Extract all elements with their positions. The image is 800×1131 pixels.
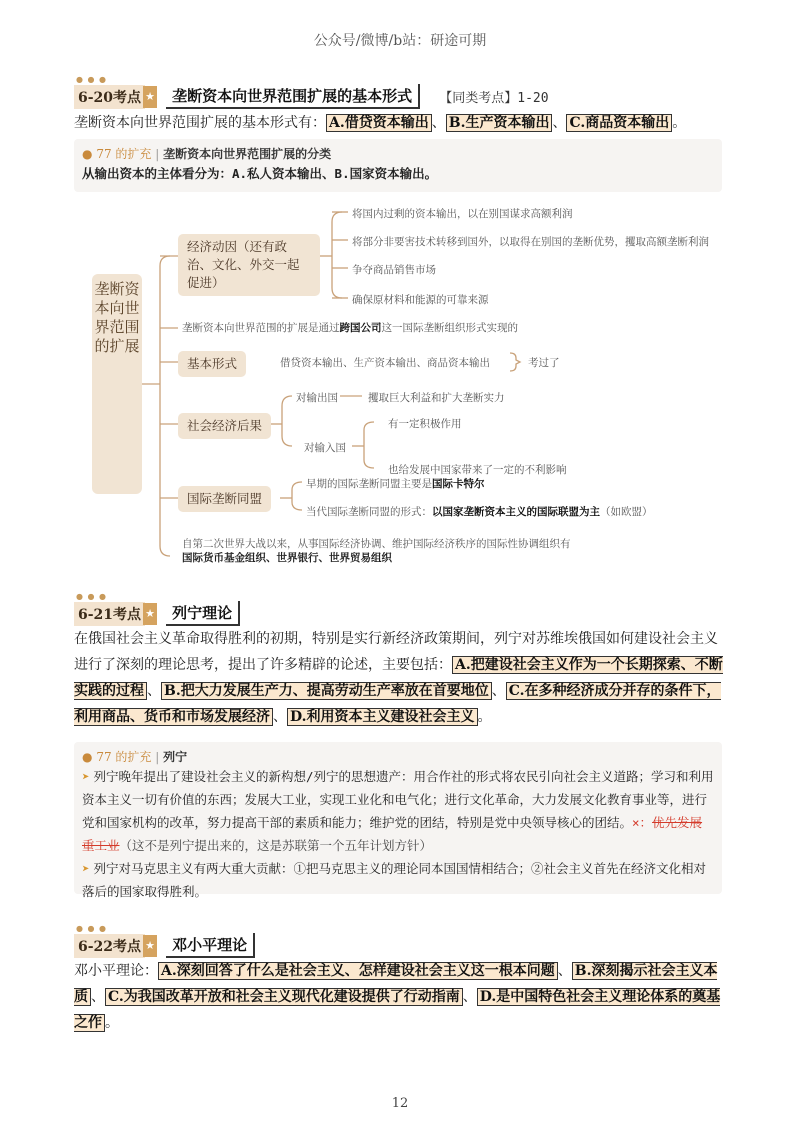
- highlight-option: B.生产资本输出: [446, 114, 553, 132]
- arrow-bullet-icon: ➤: [82, 769, 90, 784]
- extension-title: 列宁: [163, 750, 188, 764]
- alliance-modern: 当代国际垄断同盟的形式：以国家垄断资本主义的国际联盟为主（如欧盟）: [306, 506, 653, 518]
- section-title: 邓小平理论: [166, 933, 255, 958]
- postwar-line: 自第二次世界大战以来，从事国际经济协调、维护国际经济秩序的国际性协调组织有: [182, 538, 571, 550]
- to-exporter-label: 对输出国: [296, 392, 338, 404]
- highlight-option: C.在多种经济成分并存的条件下，利用商品、货币和市场发展经济: [74, 683, 721, 725]
- to-exporter-item: 攫取巨大利益和扩大垄断实力: [368, 392, 505, 404]
- highlight-option: B.把大力发展生产力、提高劳动生产率放在首要地位: [161, 682, 492, 700]
- highlight-option: D.利用资本主义建设社会主义: [287, 708, 478, 726]
- extension-title: 垄断资本向世界范围扩展的分类: [163, 147, 332, 161]
- extension-box-head: ● 77 的扩充 | 垄断资本向世界范围扩展的分类: [82, 147, 332, 161]
- to-importer-item: 也给发展中国家带来了一定的不利影响: [388, 464, 567, 476]
- wrong-mark: ×：: [632, 815, 653, 830]
- highlight-option: D.是中国特色社会主义理论体系的奠基之作: [74, 989, 721, 1031]
- paragraph-lenin: 在俄国社会主义革命取得胜利的初期，特别是实行新经济政策期间，列宁对苏维埃俄国如何建设社会主义进行了深刻的理论思考，提出了许多精辟的论述，主要包括： A.把建设社会主义作为一个长期探索、不断实践的过程 、 B.把大力发展生产力、提高劳动生产率放在首要地位 、 C.在多种经济成分并存的条件下，利用商品、货币和市场发展经济 、 D.利用资本主义建设社会主义 。: [74, 631, 723, 725]
- star-icon: ★: [143, 86, 157, 108]
- section-heading-6-21: [74, 592, 240, 626]
- highlight-option: A.借贷资本输出: [326, 114, 432, 132]
- star-icon: ★: [143, 935, 157, 957]
- lightbulb-icon: ●: [82, 147, 93, 161]
- wrong-item: 优先发展重工业: [82, 815, 703, 853]
- decor-dots-icon: ● ● ●: [76, 592, 108, 601]
- section-code: 6-22考点: [74, 934, 145, 958]
- node-economic-motive: 经济动因（还有政治、文化、外交一起促进）: [178, 234, 320, 296]
- arrow-bullet-icon: ➤: [82, 861, 90, 876]
- extension-badge: 77 的扩充: [96, 750, 152, 764]
- section-title: 垄断资本向世界范围扩展的基本形式: [166, 84, 420, 109]
- lightbulb-icon: ●: [82, 750, 93, 764]
- page-header: 公众号/微博/b站：研途可期: [313, 33, 487, 49]
- section-heading-6-22: [74, 924, 255, 958]
- motive-item: 将国内过剩的资本输出，以在别国谋求高额利润: [352, 208, 573, 220]
- mindmap-root: 垄断资本向世界范围的扩展: [92, 274, 142, 494]
- to-importer-item: 有一定积极作用: [388, 418, 462, 430]
- motive-item: 争夺商品销售市场: [352, 264, 436, 276]
- paragraph-basic-forms: 垄断资本向世界范围扩展的基本形式有： A.借贷资本输出 、 B.生产资本输出 、 C.商品资本输出 。: [74, 115, 687, 131]
- section-heading-6-20: [74, 75, 549, 109]
- highlight-option: C.为我国改革开放和社会主义现代化建设提供了行动指南: [105, 988, 463, 1006]
- para-text: 垄断资本向世界范围扩展的基本形式有：: [74, 115, 326, 131]
- para-text: 在俄国社会主义革命取得胜利的初期，特别是实行新经济政策期间，列宁对苏维埃俄国如何建设社会主义进行了深刻的理论思考，提出了许多精辟的论述，主要包括：: [74, 631, 718, 673]
- highlight-option: A.把建设社会主义作为一个长期探索、不断实践的过程: [74, 657, 723, 699]
- paragraph-deng: 邓小平理论： A.深刻回答了什么是社会主义、怎样建设社会主义这一根本问题 、 B.深刻揭示社会主义本质 、 C.为我国改革开放和社会主义现代化建设提供了行动指南 、 D.是中国特色社会主义理论体系的奠基之作 。: [74, 963, 721, 1031]
- page-number: 12: [391, 1096, 409, 1111]
- tested-note: 考过了: [528, 357, 560, 369]
- multinational-text: 垄断资本向世界范围的扩展是通过跨国公司这一国际垄断组织形式实现的: [182, 322, 518, 334]
- star-icon: ★: [143, 603, 157, 625]
- extension-box-2: [74, 742, 722, 899]
- highlight-option: C.商品资本输出: [566, 114, 672, 132]
- section-code: 6-20考点: [74, 85, 145, 109]
- motive-item: 将部分非要害技术转移到国外，以取得在别国的垄断优势，攫取高额垄断利润: [352, 236, 709, 248]
- section-title: 列宁理论: [166, 601, 240, 626]
- node-alliance: 国际垄断同盟: [178, 486, 271, 512]
- postwar-orgs: 国际货币基金组织、世界银行、世界贸易组织: [182, 552, 392, 564]
- to-importer-label: 对输入国: [304, 442, 346, 454]
- same-type-note: 【同类考点】1-20: [439, 91, 549, 106]
- extension-paragraph: ➤ 列宁晚年提出了建设社会主义的新构想/列宁的思想遗产：用合作社的形式将农民引向社会主义道路；学习和利用资本主义一切有价值的东西；发展大工业，实现工业化和电气化；进行文化革命，大力发展文化教育事业等，进行党和国家机构的改革，努力提高干部的素质和能力；维护党的团结，特别是党中央领导核心的团结。×：优先发展重工业（这不是列宁提出来的，这是苏联第一个五年计划方针）: [82, 769, 714, 853]
- extension-paragraph: ➤ 列宁对马克思主义有两大重大贡献：①把马克思主义的理论同本国国情相结合；②社会主义首先在经济文化相对落后的国家取得胜利。: [82, 861, 707, 899]
- mind-map: [70, 196, 730, 566]
- section-code: 6-21考点: [74, 602, 145, 626]
- node-consequence: 社会经济后果: [178, 413, 271, 439]
- para-text: 邓小平理论：: [74, 963, 158, 979]
- basic-form-text: 借贷资本输出、生产资本输出、商品资本输出: [280, 357, 490, 369]
- extension-box-1: [74, 139, 722, 192]
- extension-line: 从输出资本的主体看分为：A.私人资本输出、B.国家资本输出。: [82, 166, 438, 181]
- highlight-option: B.深刻揭示社会主义本质: [74, 963, 718, 1005]
- highlight-option: A.深刻回答了什么是社会主义、怎样建设社会主义这一根本问题: [158, 962, 558, 980]
- decor-dots-icon: ● ● ●: [76, 75, 108, 84]
- node-basic-form: 基本形式: [178, 351, 246, 377]
- extension-badge: 77 的扩充: [96, 147, 152, 161]
- motive-item: 确保原材料和能源的可靠来源: [352, 294, 489, 306]
- decor-dots-icon: ● ● ●: [76, 924, 108, 933]
- extension-box-head: ● 77 的扩充 | 列宁: [82, 750, 188, 764]
- alliance-early: 早期的国际垄断同盟主要是国际卡特尔: [306, 478, 485, 490]
